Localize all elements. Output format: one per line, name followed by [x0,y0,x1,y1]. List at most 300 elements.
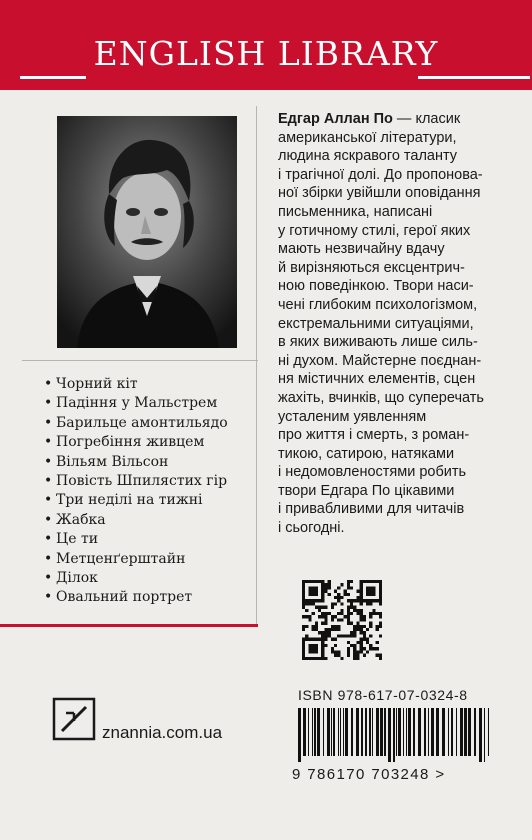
barcode-bar [442,708,445,756]
qr-module [312,647,315,650]
barcode-bar [369,708,371,756]
qr-module [344,634,347,637]
barcode-bar [451,708,453,756]
qr-module [331,625,334,628]
qr-module [312,657,315,660]
description-line: ною поведінкою. Твори наси- [278,278,474,295]
qr-module [315,644,318,647]
barcode-bar [331,708,332,756]
qr-module [347,593,350,596]
qr-module [344,615,347,618]
qr-module [376,612,379,615]
qr-module [337,628,340,631]
description-line: про життя і смерть, з роман- [278,427,470,444]
qr-module [312,602,315,605]
qr-module [369,615,372,618]
qr-module [366,638,369,641]
qr-module [318,638,321,641]
list-item: • Повість Шпилястих гір [44,472,228,489]
qr-module [363,618,366,621]
barcode-bar [303,708,306,756]
qr-module [321,606,324,609]
barcode-bar [464,708,467,756]
barcode-icon [292,708,496,762]
qr-module [356,609,359,612]
qr-module [315,593,318,596]
qr-module [321,593,324,596]
qr-module [350,586,353,589]
barcode-bar [431,708,434,756]
qr-module [318,609,321,612]
qr-module [331,628,334,631]
qr-module [315,580,318,583]
qr-module [324,612,327,615]
qr-module [302,650,305,653]
qr-module [360,599,363,602]
qr-module [340,657,343,660]
qr-module [360,647,363,650]
qr-module [363,625,366,628]
qr-module [337,654,340,657]
qr-module [324,634,327,637]
qr-module [315,628,318,631]
qr-module [353,634,356,637]
qr-module [305,638,308,641]
qr-module [356,612,359,615]
barcode-bar [424,708,426,756]
qr-module [379,590,382,593]
barcode-bar [312,708,313,756]
qr-module [318,599,321,602]
qr-module [321,590,324,593]
qr-module [379,583,382,586]
qr-module [363,615,366,618]
list-item: • Це ти [44,531,99,548]
qr-module [315,647,318,650]
qr-module [302,654,305,657]
list-item: • Вільям Вільсон [44,453,169,470]
qr-module [376,647,379,650]
qr-module [328,634,331,637]
list-item: • Жабка [44,511,106,528]
qr-module [337,596,340,599]
qr-module [328,612,331,615]
qr-module [344,590,347,593]
qr-module [321,580,324,583]
qr-module [353,599,356,602]
qr-module [312,638,315,641]
qr-module [369,593,372,596]
qr-module [318,606,321,609]
description-line: і привабливими для читачів [278,501,465,518]
qr-module [340,609,343,612]
qr-module [356,590,359,593]
description-line: Едгар Аллан По — класик [278,111,461,127]
barcode-bar [418,708,421,756]
list-item: • Барильце амонтильядо [44,414,228,431]
qr-module [324,628,327,631]
qr-module [356,596,359,599]
qr-module [347,580,350,583]
qr-module [321,622,324,625]
qr-module [337,599,340,602]
qr-module [379,657,382,660]
barcode-bar [448,708,449,756]
qr-module [363,580,366,583]
barcode-bar [365,708,367,756]
qr-module [312,650,315,653]
qr-module [302,596,305,599]
qr-module [379,612,382,615]
list-item: • Погребіння живцем [44,434,205,451]
qr-module [337,634,340,637]
description-line: жахіть, вчинків, що суперечать [278,389,484,406]
qr-module [379,586,382,589]
qr-module [353,654,356,657]
qr-module [324,583,327,586]
qr-module [379,599,382,602]
qr-module [350,634,353,637]
list-item: • Овальний портрет [44,589,193,606]
qr-module [379,602,382,605]
banner-rule-right [418,76,530,79]
qr-module [334,638,337,641]
qr-module [360,625,363,628]
qr-module [315,606,318,609]
qr-module [347,609,350,612]
qr-module [366,590,369,593]
qr-module [308,618,311,621]
qr-module [369,586,372,589]
qr-module [312,628,315,631]
qr-module [366,593,369,596]
qr-module [302,602,305,605]
qr-module [363,599,366,602]
qr-module [356,622,359,625]
qr-module [305,625,308,628]
description-line: твори Едгара По цікавими [278,482,455,499]
barcode-bar [356,708,359,756]
barcode-bar [456,708,457,756]
qr-module [337,618,340,621]
qr-module [353,606,356,609]
qr-module [379,654,382,657]
qr-module [360,596,363,599]
qr-module [334,644,337,647]
red-divider [0,624,258,627]
qr-module [328,583,331,586]
barcode-bar [413,708,415,756]
barcode-bar [460,708,463,756]
qr-module [305,580,308,583]
qr-module [302,583,305,586]
qr-module [334,590,337,593]
barcode-bar [298,708,301,762]
qr-module [372,590,375,593]
qr-module [347,599,350,602]
qr-module [312,590,315,593]
qr-module [350,580,353,583]
qr-module [328,593,331,596]
barcode-bar [488,708,489,756]
qr-module [350,622,353,625]
description-line: і трагічної долі. До пропонова- [278,166,483,183]
qr-module [379,622,382,625]
qr-module [369,612,372,615]
qr-module [356,650,359,653]
qr-module [315,650,318,653]
qr-module [302,625,305,628]
qr-module [321,657,324,660]
qr-module [376,641,379,644]
qr-module [308,638,311,641]
qr-module [372,647,375,650]
qr-module [321,583,324,586]
barcode-bar [333,708,335,756]
barcode-bar [388,708,391,762]
qr-module [366,586,369,589]
description-line: письменника, написані [278,203,433,220]
qr-module [321,641,324,644]
qr-module [302,628,305,631]
qr-module [312,625,315,628]
qr-module [347,612,350,615]
barcode-bar [343,708,344,756]
barcode-bar [468,708,471,756]
qr-module [360,618,363,621]
qr-module [315,638,318,641]
qr-module [321,586,324,589]
qr-module [363,654,366,657]
qr-module [369,622,372,625]
qr-module [308,647,311,650]
qr-module [369,602,372,605]
qr-module [302,606,305,609]
description-line: усталеним уявленням [278,408,427,425]
qr-module [376,599,379,602]
qr-module [337,650,340,653]
qr-module [360,638,363,641]
qr-module [308,644,311,647]
qr-module [324,631,327,634]
barcode-bar [327,708,330,756]
barcode-bar [396,708,397,756]
qr-module [347,583,350,586]
qr-module [334,628,337,631]
qr-module [328,586,331,589]
author-portrait [57,116,237,348]
qr-module [334,650,337,653]
qr-module [347,622,350,625]
qr-module [302,580,305,583]
barcode-bar [380,708,383,756]
qr-module [369,599,372,602]
qr-module [331,615,334,618]
barcode-bar [308,708,309,756]
qr-module [360,615,363,618]
barcode-bar [436,708,439,756]
publisher-website: znannia.com.ua [102,723,223,742]
qr-module [334,615,337,618]
qr-module [312,593,315,596]
qr-module [360,593,363,596]
qr-module [360,631,363,634]
qr-module [308,586,311,589]
qr-module [366,599,369,602]
barcode-bar [479,708,482,762]
barcode-bar [428,708,429,756]
qr-module [363,631,366,634]
qr-module [321,615,324,618]
qr-module [324,657,327,660]
qr-module [315,622,318,625]
barcode-digits: 9 786170 703248 > [292,766,446,783]
qr-module [318,580,321,583]
qr-module [328,628,331,631]
qr-module [315,586,318,589]
qr-module [353,650,356,653]
qr-module [302,644,305,647]
qr-module [347,606,350,609]
barcode-bar [474,708,476,756]
description-line: у готичному стилі, герої яких [278,222,471,239]
qr-module [302,590,305,593]
barcode-bar [340,708,341,756]
list-item: • Три неділі на тижні [44,492,203,509]
qr-module [315,657,318,660]
qr-module [372,599,375,602]
qr-module [308,650,311,653]
column-divider [256,106,257,626]
qr-module [340,612,343,615]
qr-module [379,615,382,618]
qr-module [321,654,324,657]
qr-module [334,596,337,599]
description-line: американської літератури, [278,129,457,146]
qr-module [331,606,334,609]
barcode-bar [345,708,348,756]
qr-module [340,583,343,586]
qr-module [337,586,340,589]
qr-module [324,618,327,621]
qr-module [356,641,359,644]
qr-module [360,580,363,583]
qr-module [366,650,369,653]
qr-module [360,609,363,612]
qr-module [376,625,379,628]
qr-module [324,590,327,593]
qr-module [308,590,311,593]
qr-module [366,641,369,644]
qr-module [369,580,372,583]
barcode-bar [376,708,379,756]
qr-module [360,583,363,586]
qr-module [347,650,350,653]
qr-module [331,602,334,605]
qr-module [353,631,356,634]
qr-module [353,609,356,612]
barcode-bar [323,708,324,756]
description-line: і недомовленостями робить [278,464,467,481]
qr-module [302,647,305,650]
qr-module [376,580,379,583]
qr-module [350,599,353,602]
qr-module [360,590,363,593]
qr-module [350,606,353,609]
description-line: екстремальними ситуаціями, [278,315,474,332]
qr-module [312,644,315,647]
qr-module [318,631,321,634]
series-title: ENGLISH LIBRARY [93,34,439,73]
barcode-bar [384,708,386,756]
list-item: • Падіння у Мальстрем [44,395,218,412]
qr-module [305,657,308,660]
qr-module [321,631,324,634]
qr-module [331,650,334,653]
qr-module [331,638,334,641]
description-line: ня містичних елементів, сцен [278,371,476,388]
qr-module [331,618,334,621]
list-item: • Метценґерштайн [44,550,186,567]
qr-module [366,628,369,631]
qr-module [321,638,324,641]
description-line: і сьогодні. [278,520,345,537]
qr-module [308,615,311,618]
qr-module [379,596,382,599]
qr-module [308,593,311,596]
qr-module [369,634,372,637]
qr-module [356,657,359,660]
qr-module [312,612,315,615]
isbn-label: ISBN 978-617-07-0324-8 [298,687,468,703]
qr-module [324,644,327,647]
barcode-bar [351,708,353,756]
qr-module [305,615,308,618]
qr-module [334,654,337,657]
qr-module [350,612,353,615]
barcode-bar [406,708,407,756]
qr-module [347,647,350,650]
description-line: й вирізняються ексцентрич- [278,259,465,276]
portrait-divider [22,360,258,361]
qr-module [350,602,353,605]
qr-module [372,586,375,589]
qr-module [369,644,372,647]
qr-module [356,654,359,657]
qr-module [340,596,343,599]
series-banner [0,0,532,90]
description-line: ні духом. Майстерне поєднан- [278,352,482,369]
qr-module [372,612,375,615]
qr-module [302,599,305,602]
qr-module [324,615,327,618]
description-line: людина яскравого таланту [278,148,458,165]
barcode-bar [372,708,373,756]
qr-module [353,628,356,631]
qr-module [350,644,353,647]
barcode-bar [317,708,320,756]
qr-module [369,590,372,593]
qr-module [308,599,311,602]
qr-module [363,647,366,650]
qr-module [305,634,308,637]
qr-module [379,625,382,628]
barcode-bar [398,708,401,756]
barcode-bar [361,708,363,756]
qr-module [366,602,369,605]
qr-module [356,625,359,628]
qr-module [353,657,356,660]
